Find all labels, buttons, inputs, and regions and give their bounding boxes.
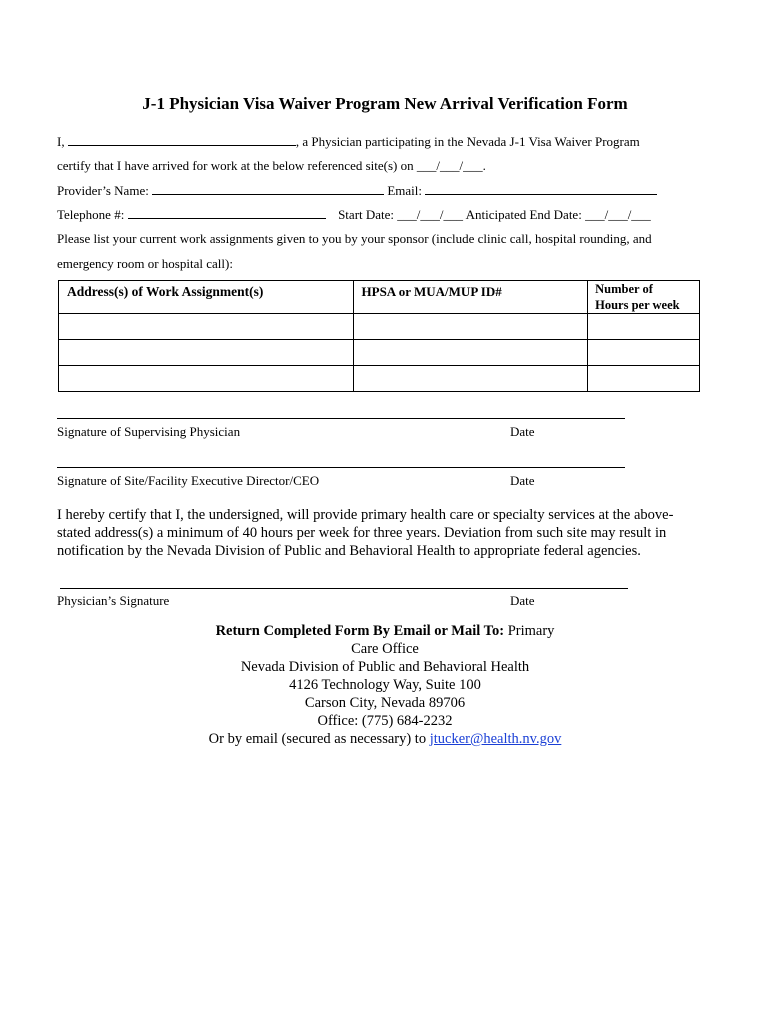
end-date-label: Anticipated End Date: [465,207,582,222]
email-field[interactable] [425,182,657,195]
address-cell[interactable] [59,366,354,392]
header-hours [588,281,700,314]
supervising-signature-label: Signature of Supervising Physician [57,424,241,439]
return-heading-line [0,622,770,640]
form-title: J-1 Physician Visa Waiver Program New Arrival Verification Form [142,94,628,113]
instructions-line-1: Please list your current work assignments given to you by your sponsor (include clinic call, hospital rounding, and [57,231,652,246]
hours-cell[interactable] [588,314,700,340]
physician-signature-line[interactable] [60,588,628,589]
line1-prefix: I, [57,134,65,149]
return-email-prefix: Or by email (secured as necessary) to [208,731,430,747]
start-date-label: Start Date: [338,207,395,222]
supervising-date-label: Date [510,424,535,439]
instructions-line-2: emergency room or hospital call): [57,256,233,271]
hours-cell[interactable] [588,340,700,366]
table-row [59,340,700,366]
header-hours-line-1: Number of [595,282,653,296]
physician-name-field[interactable] [68,133,296,146]
executive-signature-label: Signature of Site/Facility Executive Director/CEO [57,473,320,488]
provider-name-field[interactable] [152,182,384,195]
work-assignments-table [58,280,700,392]
email-link[interactable]: jtucker@health.nv.gov [429,731,562,747]
end-date-field[interactable]: ___/___/___ [585,207,651,222]
telephone-label: Telephone #: [57,207,125,222]
return-line-3: Nevada Division of Public and Behavioral Health [240,659,530,675]
executive-signature-line[interactable] [57,467,625,468]
provider-line [57,182,657,199]
return-heading: Return Completed Form By Email or Mail To: [215,623,505,639]
hpsa-cell[interactable] [353,340,588,366]
header-address: Address(s) of Work Assignment(s) [59,281,354,314]
table-row [59,366,700,392]
return-line-2: Care Office [351,641,419,657]
supervising-signature-line[interactable] [57,418,625,419]
provider-label: Provider’s Name: [57,183,149,198]
physician-name-line [57,133,640,150]
start-date-field[interactable]: ___/___/___ [397,207,464,222]
return-heading-rest: Primary [504,623,555,639]
physician-date-label: Date [510,593,535,608]
line2-prefix: certify that I have arrived for work at the below referenced site(s) on [57,158,414,173]
return-instructions [0,622,770,748]
certification-statement: I hereby certify that I, the undersigned, will provide primary health care or specialty services at the above-stated address(s) a minimum of 40 hours per week for three years. Deviation from such site may result in notification by the Nevada Division of Public and Behavioral Health to appropriate federal agencies. [57,507,674,559]
physician-signature-label: Physician’s Signature [57,593,170,608]
hpsa-cell[interactable] [353,366,588,392]
return-line-6: Office: (775) 684-2232 [317,713,453,729]
hours-cell[interactable] [588,366,700,392]
telephone-field[interactable] [128,206,326,219]
arrival-date-line [57,158,486,174]
table-row [59,314,700,340]
email-label: Email: [387,183,422,198]
hpsa-cell[interactable] [353,314,588,340]
table-header-row [59,281,700,314]
telephone-line [57,206,651,223]
line1-suffix: , a Physician participating in the Nevada J-1 Visa Waiver Program [295,134,640,149]
return-line-5: Carson City, Nevada 89706 [304,695,466,711]
arrival-date-field[interactable]: ___/___/___. [416,158,486,173]
address-cell[interactable] [59,314,354,340]
header-hours-line-2: Hours per week [595,298,680,312]
return-line-7 [0,730,770,748]
executive-date-label: Date [510,473,535,488]
return-line-4: 4126 Technology Way, Suite 100 [289,677,481,693]
header-hpsa: HPSA or MUA/MUP ID# [353,281,588,314]
address-cell[interactable] [59,340,354,366]
